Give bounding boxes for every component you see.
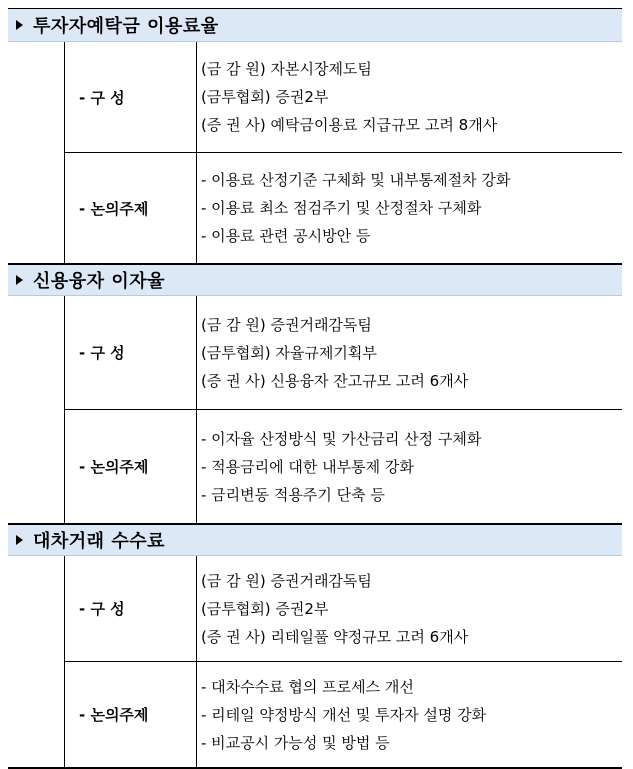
row-label: - 논의주제 [65,410,197,523]
content-line: (금투협회) 증권2부 [201,88,329,106]
table-row-topics [65,662,622,767]
triangle-bullet-icon [16,535,23,545]
indent-spacer [8,42,64,263]
table-row-topics [65,153,622,263]
triangle-bullet-icon [16,275,23,285]
section-deposit-fee [8,9,622,263]
content-line: (증 권 사) 리테일풀 약정규모 고려 6개사 [201,627,469,646]
content-line: (금투협회) 자율규제기획부 [201,343,377,362]
row-label: - 구 성 [65,42,197,152]
section-header [8,523,622,556]
content-line: - 금리변동 적용주기 단축 등 [201,485,385,504]
section-table [64,296,622,523]
table-row-composition [65,42,622,153]
row-content [197,410,622,523]
section-title: 신용융자 이자율 [33,271,165,292]
triangle-bullet-icon [16,20,23,30]
content-line: (금투협회) 증권2부 [201,599,329,618]
section-header [8,9,622,42]
section-header [8,263,622,296]
section-lending-fee [8,523,622,767]
row-content [197,42,622,152]
section-margin-loan-rate [8,263,622,523]
table-row-composition [65,296,622,410]
content-line: - 이용료 산정기준 구체화 및 내부통제절차 강화 [201,171,511,189]
section-title: 투자자예탁금 이용료율 [33,16,219,37]
section-table [64,42,622,263]
working-group-table [8,8,622,769]
content-line: - 리테일 약정방식 개선 및 투자자 설명 강화 [201,705,487,724]
row-content [197,153,622,263]
row-label: - 구 성 [65,296,197,409]
section-title: 대차거래 수수료 [33,531,165,552]
content-line: (증 권 사) 예탁금이용료 지급규모 고려 8개사 [201,116,498,134]
content-line: (금 감 원) 증권거래감독팀 [201,315,372,334]
row-content [197,296,622,409]
content-line: - 이용료 최소 점검주기 및 산정절차 구체화 [201,199,482,217]
content-line: (증 권 사) 신용융자 잔고규모 고려 6개사 [201,371,469,390]
content-line: (금 감 원) 자본시장제도팀 [201,60,372,78]
content-line: (금 감 원) 증권거래감독팀 [201,571,372,590]
indent-spacer [8,556,64,767]
content-line: - 적용금리에 대한 내부통제 강화 [201,457,414,476]
row-label: - 구 성 [65,556,197,661]
row-content [197,556,622,661]
row-content [197,662,622,767]
table-row-topics [65,410,622,523]
content-line: - 대차수수료 협의 프로세스 개선 [201,677,414,696]
row-label: - 논의주제 [65,662,197,767]
content-line: - 비교공시 가능성 및 방법 등 [201,733,390,752]
content-line: - 이자율 산정방식 및 가산금리 산정 구체화 [201,429,482,448]
section-table [64,556,622,767]
indent-spacer [8,296,64,523]
table-row-composition [65,556,622,662]
content-line: - 이용료 관련 공시방안 등 [201,227,371,245]
row-label: - 논의주제 [65,153,197,263]
